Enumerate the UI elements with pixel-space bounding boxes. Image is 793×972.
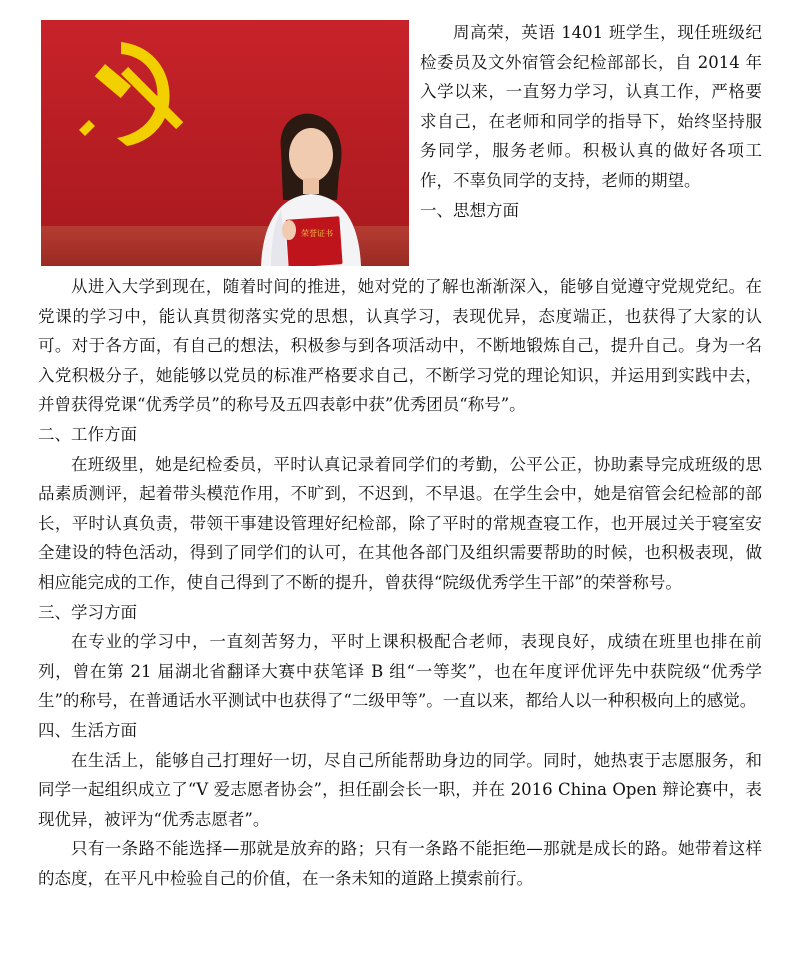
student-figure [261,114,361,266]
section-paragraph: 从进入大学到现在，随着时间的推进，她对党的了解也渐渐深入，能够自觉遵守党规党纪。在党课的学习中，能认真贯彻落实党的思想，认真学习，表现优异，态度端正，也获得了大家的认可。对于各方面，有自己的想法，积极参与到各项活动中，不断地锻炼自己，提升自己。身为一名入党积极分子，她能够以党员的标准严格要求自己，不断学习党的理论知识，并运用到实践中去，并曾获得党课“优秀学员”的称号及五四表彰中获”优秀团员“称号”。 [38,277,762,415]
section-paragraph: 在生活上，能够自己打理好一切，尽自己所能帮助身边的同学。同时，她热衷于志愿服务，和同学一起组织成立了“V 爱志愿者协会”，担任副会长一职，并在 2016 China Open 辩论赛中，表现优异，被评为“优秀志愿者”。 [38,750,762,829]
section-heading: 四、生活方面 [38,720,137,740]
intro-paragraph [420,18,762,225]
hammer-sickle-icon [79,42,183,146]
section-heading: 三、学习方面 [38,602,137,622]
section-heading: 二、工作方面 [38,424,137,444]
student-photo [41,20,409,266]
section-paragraph: 只有一条路不能选择—那就是放弃的路；只有一条路不能拒绝—那就是成长的路。她带着这样的态度，在平凡中检验自己的价值，在一条未知的道路上摸索前行。 [38,839,762,888]
photo-illustration [41,20,409,266]
intro-text: 周高荣，英语 1401 班学生，现任班级纪检委员及文外宿管会纪检部部长，自 2014 年入学以来，一直努力学习，认真工作，严格要求自己，在老师和同学的指导下，始终坚持服务同学，服务老师。积极认真的做好各项工作，不辜负同学的支持，老师的期望。 [420,23,762,190]
document-body [38,272,762,893]
section-paragraph: 在专业的学习中，一直刻苦努力，平时上课积极配合老师，表现良好，成绩在班里也排在前列，曾在第 21 届湖北省翻译大赛中获笔译 B 组“一等奖”，也在年度评优评先中获院级“优秀学生”的称号，在普通话水平测试中也获得了“二级甲等”。一直以来，都给人以一种积极向上的感觉。 [38,632,762,711]
section-heading: 一、思想方面 [420,200,519,220]
section-paragraph: 在班级里，她是纪检委员，平时认真记录着同学们的考勤，公平公正，协助素导完成班级的思品素质测评，起着带头模范作用，不旷到，不迟到，不早退。在学生会中，她是宿管会纪检部的部长，平时认真负责，带领干事建设管理好纪检部，除了平时的常规查寝工作，也开展过关于寝室安全建设的特色活动，得到了同学们的认可，在其他各部门及组织需要帮助的时候，也积极表现，做相应能完成的工作，使自己得到了不断的提升，曾获得“院级优秀学生干部”的荣誉称号。 [38,454,762,592]
certificate-title: 荣誉证书 [301,229,333,238]
